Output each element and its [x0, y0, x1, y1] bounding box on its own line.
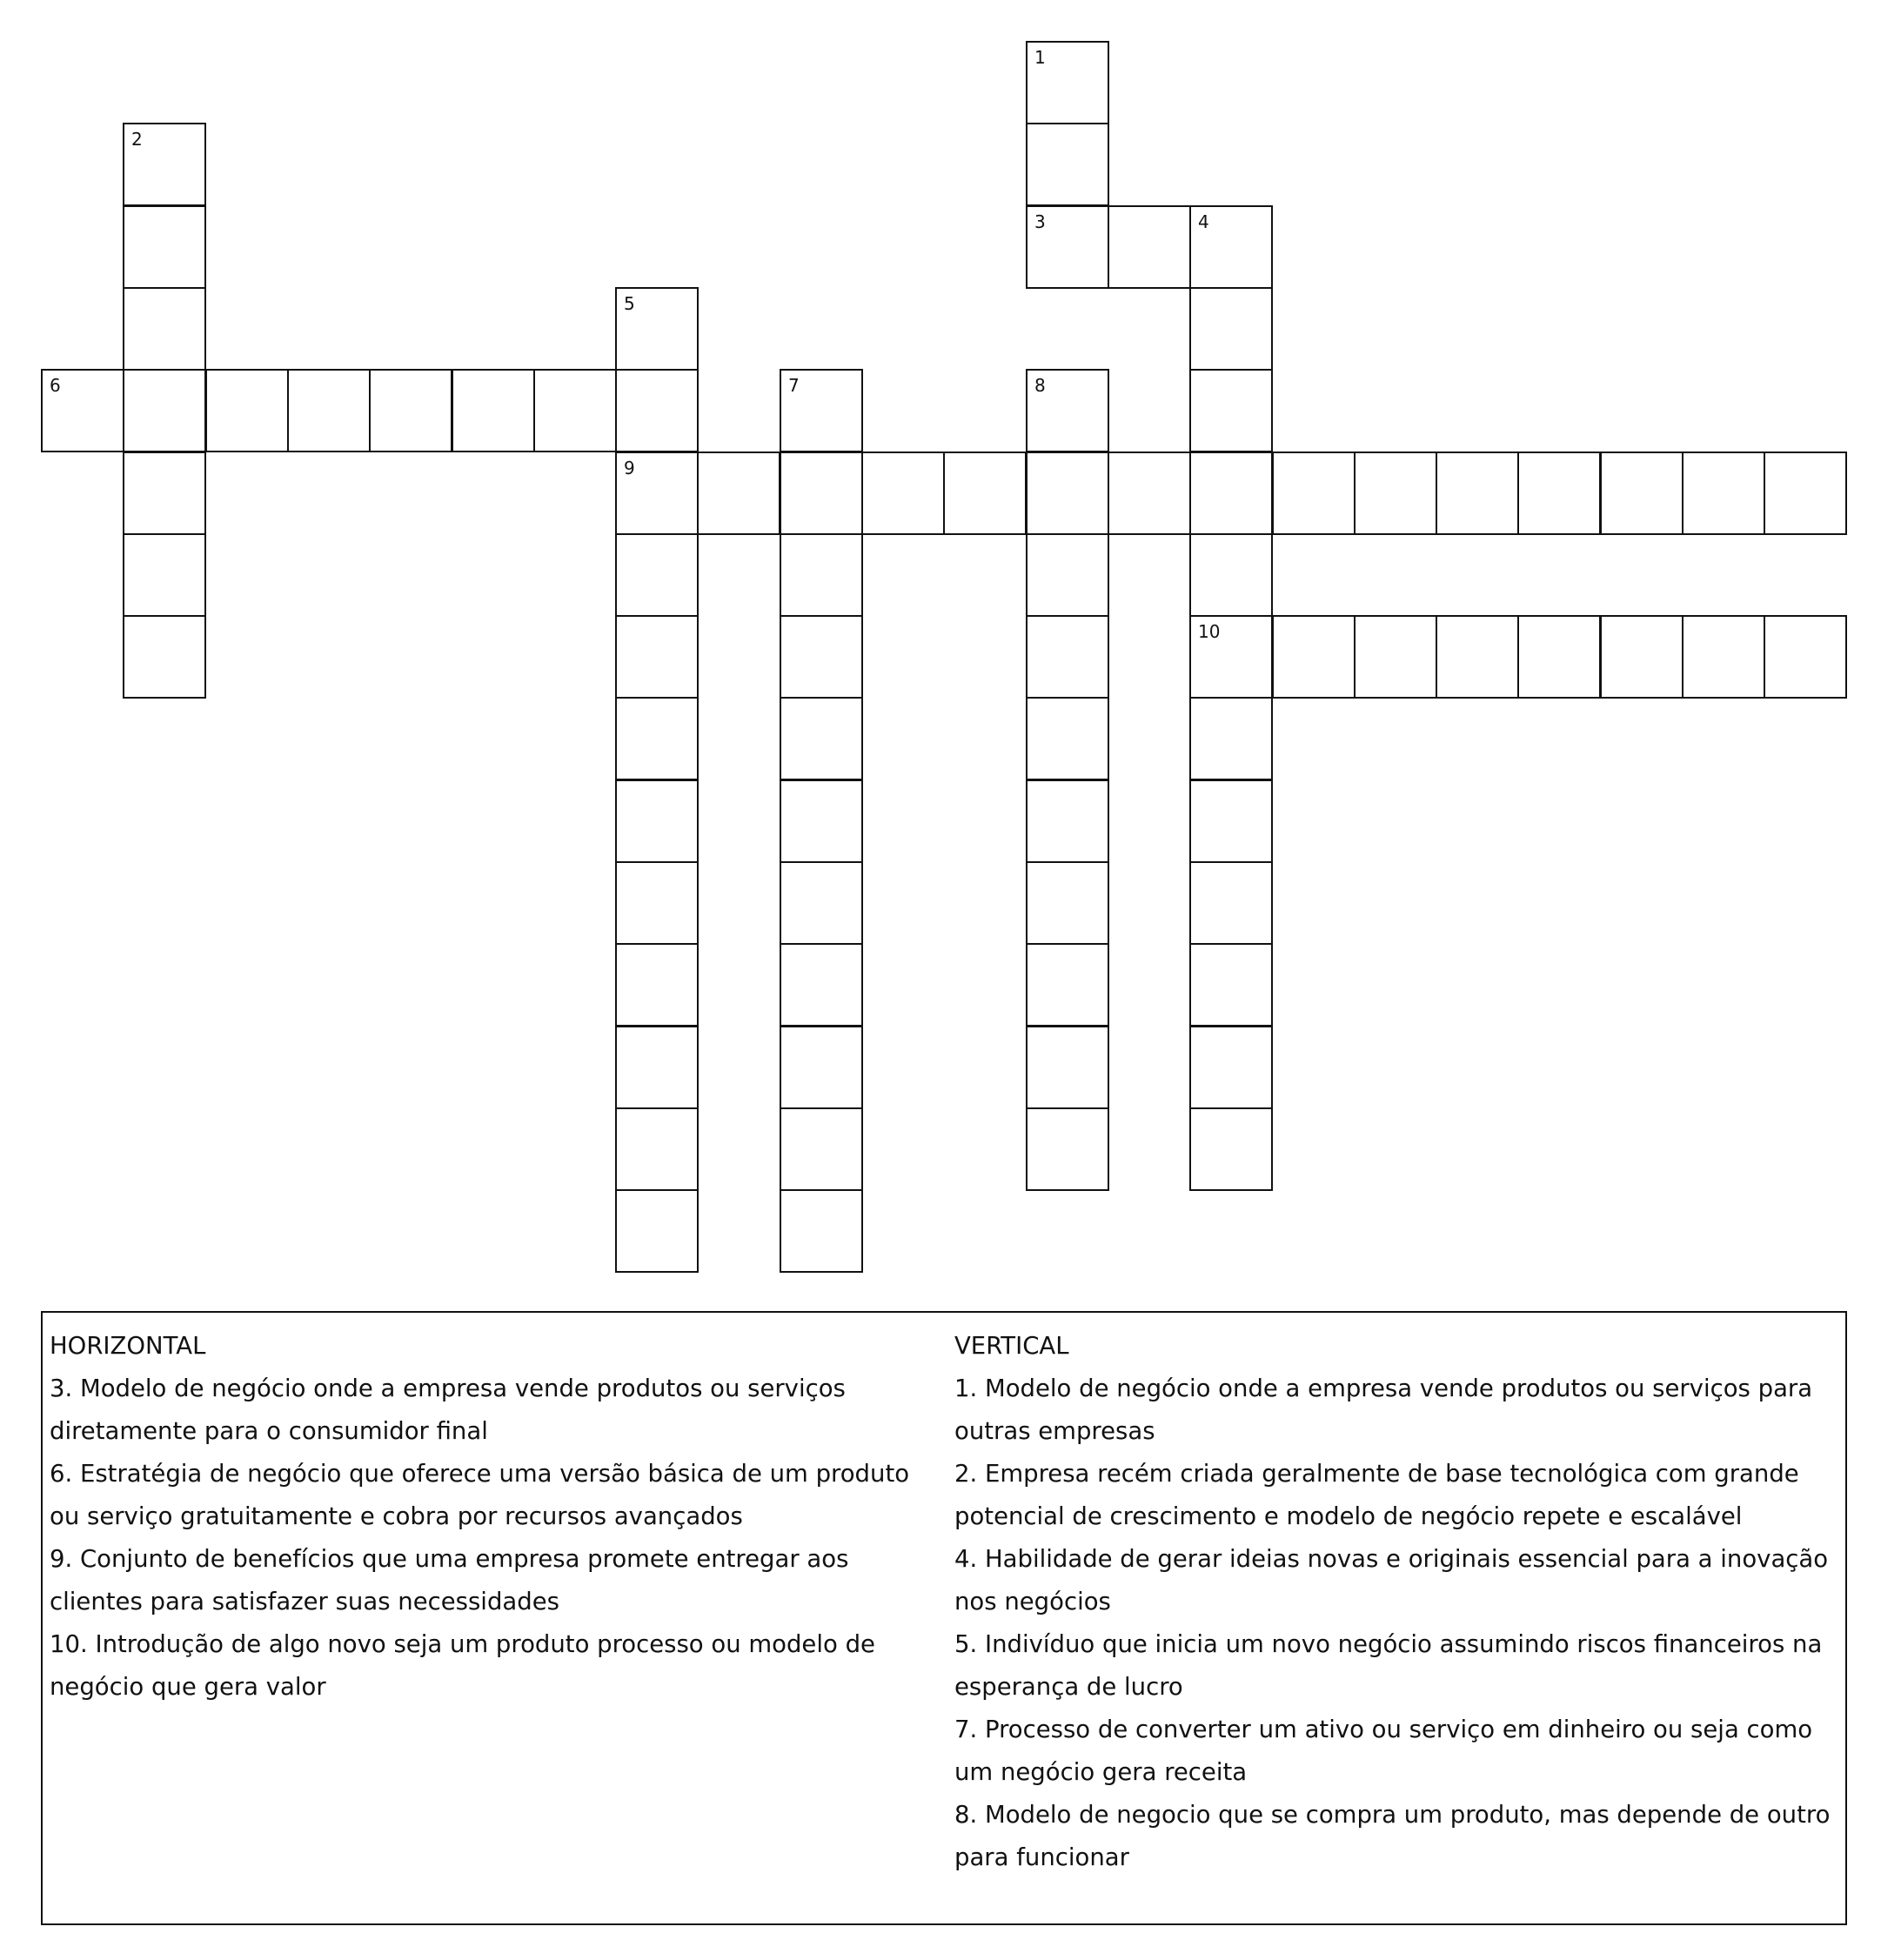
grid-cell[interactable] [615, 1189, 699, 1273]
grid-cell[interactable] [1026, 1026, 1109, 1109]
grid-cell[interactable] [123, 205, 206, 289]
grid-cell[interactable] [615, 1107, 699, 1191]
grid-cell[interactable] [1517, 615, 1601, 699]
grid-cell[interactable] [1189, 205, 1273, 289]
grid-cell[interactable] [780, 697, 863, 780]
clue-vertical-2: 2. Empresa recém criada geralmente de base tecnológica com grande potencial de crescimento e modelo de negócio repete e escalável [954, 1460, 1799, 1530]
grid-cell[interactable] [780, 369, 863, 452]
grid-cell[interactable] [1189, 452, 1273, 535]
grid-cell[interactable] [1026, 123, 1109, 206]
clue-number: 8 [1034, 375, 1046, 396]
grid-cell[interactable] [615, 943, 699, 1027]
grid-cell[interactable] [615, 861, 699, 945]
grid-cell[interactable] [1189, 943, 1273, 1027]
grid-cell[interactable] [780, 779, 863, 863]
grid-cell[interactable] [1272, 615, 1356, 699]
vertical-heading: VERTICAL [954, 1332, 1069, 1360]
grid-cell[interactable] [533, 369, 617, 452]
grid-cell[interactable] [615, 1026, 699, 1109]
grid-cell[interactable] [615, 697, 699, 780]
grid-cell[interactable] [1026, 943, 1109, 1027]
grid-cell[interactable] [369, 369, 452, 452]
grid-cell[interactable] [1436, 452, 1519, 535]
grid-cell[interactable] [943, 452, 1027, 535]
grid-cell[interactable] [1026, 533, 1109, 617]
clue-vertical-1: 1. Modelo de negócio onde a empresa vende produtos ou serviços para outras empresas [954, 1375, 1813, 1445]
grid-cell[interactable] [1189, 861, 1273, 945]
clue-number: 2 [131, 129, 143, 150]
clue-number: 5 [624, 293, 635, 314]
grid-cell[interactable] [1682, 615, 1765, 699]
clue-horizontal-6: 6. Estratégia de negócio que oferece uma versão básica de um produto ou serviço gratuitamente e cobra por recursos avançados [50, 1460, 910, 1530]
grid-cell[interactable] [1189, 779, 1273, 863]
grid-cell[interactable] [615, 533, 699, 617]
grid-cell[interactable] [1354, 615, 1437, 699]
grid-cell[interactable] [123, 452, 206, 535]
grid-cell[interactable] [205, 369, 289, 452]
grid-cell[interactable] [1108, 452, 1191, 535]
grid-cell[interactable] [1026, 1107, 1109, 1191]
grid-cell[interactable] [780, 943, 863, 1027]
grid-cell[interactable] [452, 369, 535, 452]
grid-cell[interactable] [1189, 287, 1273, 371]
grid-cell[interactable] [1272, 452, 1356, 535]
clue-vertical-7: 7. Processo de converter um ativo ou serviço em dinheiro ou seja como um negócio gera receita [954, 1716, 1813, 1786]
clue-number: 3 [1034, 211, 1046, 232]
grid-cell[interactable] [1682, 452, 1765, 535]
grid-cell[interactable] [1764, 452, 1847, 535]
grid-cell[interactable] [780, 533, 863, 617]
grid-cell[interactable] [1026, 861, 1109, 945]
grid-cell[interactable] [780, 1026, 863, 1109]
grid-cell[interactable] [861, 452, 945, 535]
grid-cell[interactable] [1108, 205, 1191, 289]
grid-cell[interactable] [780, 861, 863, 945]
grid-cell[interactable] [1600, 452, 1684, 535]
grid-cell[interactable] [123, 533, 206, 617]
grid-cell[interactable] [123, 123, 206, 206]
grid-cell[interactable] [780, 452, 863, 535]
clue-number: 1 [1034, 47, 1046, 68]
grid-cell[interactable] [1026, 205, 1109, 289]
grid-cell[interactable] [287, 369, 371, 452]
grid-cell[interactable] [780, 1189, 863, 1273]
grid-cell[interactable] [1026, 697, 1109, 780]
grid-cell[interactable] [780, 615, 863, 699]
clue-number: 9 [624, 458, 635, 478]
grid-cell[interactable] [1764, 615, 1847, 699]
clue-vertical-5: 5. Indivíduo que inicia um novo negócio assumindo riscos financeiros na esperança de lucro [954, 1630, 1823, 1701]
grid-cell[interactable] [1026, 41, 1109, 124]
vertical-clues [954, 1325, 1840, 1879]
grid-cell[interactable] [1354, 452, 1437, 535]
grid-cell[interactable] [123, 287, 206, 371]
grid-cell[interactable] [1189, 615, 1273, 699]
grid-cell[interactable] [1026, 452, 1109, 535]
grid-cell[interactable] [1189, 697, 1273, 780]
grid-cell[interactable] [1189, 1107, 1273, 1191]
clue-horizontal-9: 9. Conjunto de benefícios que uma empresa promete entregar aos clientes para satisfazer suas necessidades [50, 1545, 849, 1615]
clue-vertical-8: 8. Modelo de negocio que se compra um produto, mas depende de outro para funcionar [954, 1801, 1831, 1871]
grid-cell[interactable] [615, 287, 699, 371]
clue-horizontal-10: 10. Introdução de algo novo seja um produto processo ou modelo de negócio que gera valor [50, 1630, 875, 1701]
grid-cell[interactable] [41, 369, 124, 452]
grid-cell[interactable] [1026, 369, 1109, 452]
grid-cell[interactable] [1436, 615, 1519, 699]
clue-horizontal-3: 3. Modelo de negócio onde a empresa vende produtos ou serviços diretamente para o consumidor final [50, 1375, 846, 1445]
grid-cell[interactable] [615, 779, 699, 863]
grid-cell[interactable] [1600, 615, 1684, 699]
grid-cell[interactable] [615, 615, 699, 699]
grid-cell[interactable] [1517, 452, 1601, 535]
grid-cell[interactable] [1026, 615, 1109, 699]
clue-number: 6 [50, 375, 61, 396]
clue-number: 4 [1198, 211, 1209, 232]
grid-cell[interactable] [123, 369, 206, 452]
grid-cell[interactable] [1189, 533, 1273, 617]
grid-cell[interactable] [1189, 1026, 1273, 1109]
clue-number: 10 [1198, 621, 1221, 642]
clues-panel [41, 1311, 1847, 1925]
clue-vertical-4: 4. Habilidade de gerar ideias novas e originais essencial para a inovação nos negócios [954, 1545, 1829, 1615]
grid-cell[interactable] [1189, 369, 1273, 452]
grid-cell[interactable] [615, 452, 699, 535]
horizontal-heading: HORIZONTAL [50, 1332, 206, 1360]
grid-cell[interactable] [697, 452, 780, 535]
horizontal-clues [50, 1325, 937, 1709]
clue-number: 7 [788, 375, 800, 396]
grid-cell[interactable] [780, 1107, 863, 1191]
grid-cell[interactable] [1026, 779, 1109, 863]
grid-cell[interactable] [615, 369, 699, 452]
grid-cell[interactable] [123, 615, 206, 699]
